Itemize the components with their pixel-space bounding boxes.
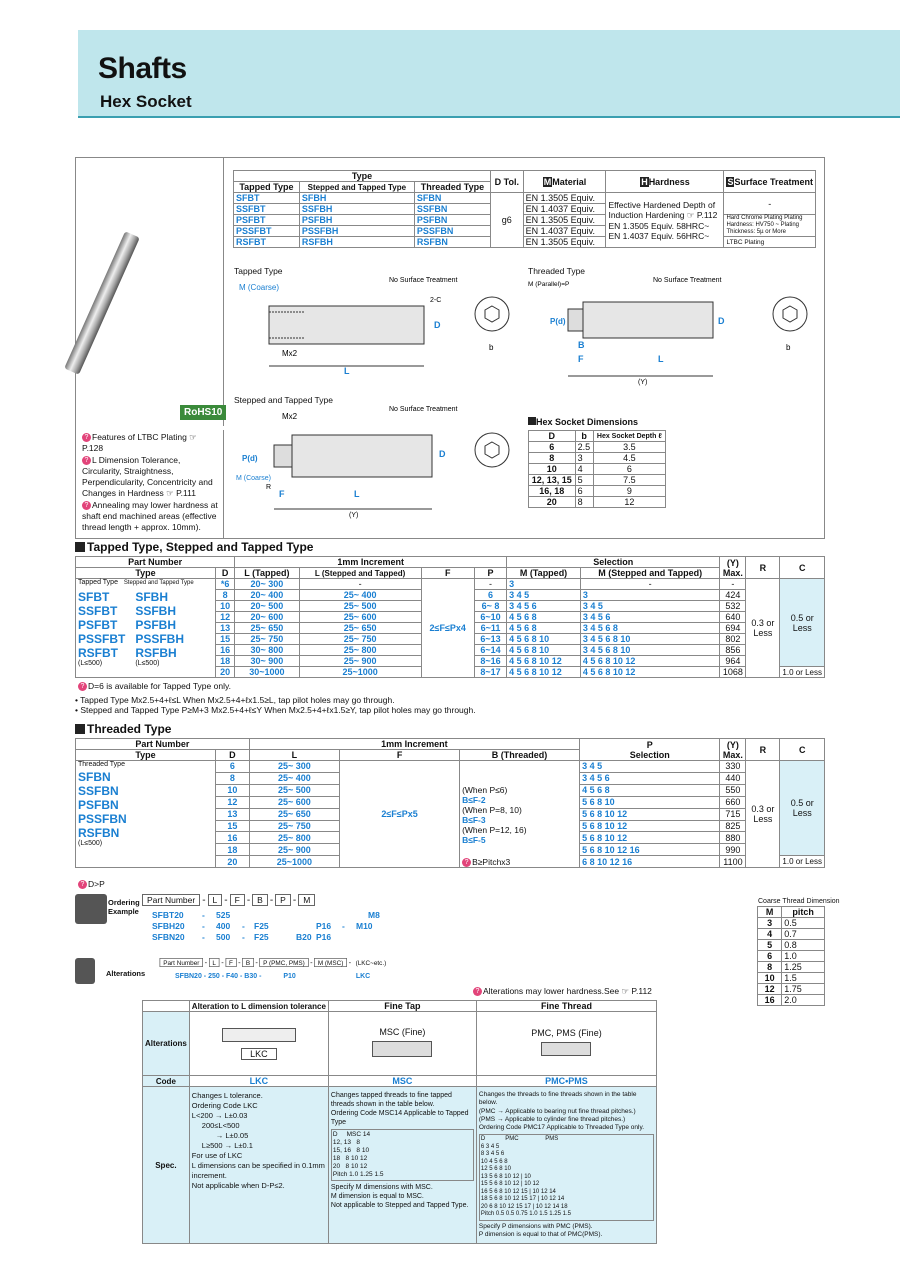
threaded-section-title: Threaded Type: [75, 722, 171, 736]
svg-text:-: -: [202, 910, 205, 920]
coarse-label: M (Coarse): [239, 283, 280, 292]
chamfer-label: 2-C: [430, 297, 442, 304]
feature-note: ? L Dimension Tolerance, Circularity, Straightness, Perpendicularity, Concentricity and Changes in Hardness ☞ P.111: [82, 455, 213, 498]
ordering-label: Ordering Example: [108, 898, 140, 916]
svg-text:P16: P16: [316, 932, 332, 942]
threaded-diagram-label: Threaded Type: [528, 266, 586, 276]
svg-text:500: 500: [216, 932, 231, 942]
alterations-label: Alterations: [106, 969, 146, 978]
coarse-thread-table: M pitch 3 0.5 4 0.7 5 0.8 6 1.0 8 1.25 10 1.5 12 1.75 16 2.0: [757, 906, 825, 1006]
feature-notes: [78, 430, 224, 538]
feature-note: ? Features of LTBC Plating ☞ P.128: [82, 432, 197, 453]
d-label: D: [434, 320, 441, 330]
svg-text:P16: P16: [316, 921, 332, 931]
tapped-diagram-label: Tapped Type: [234, 266, 283, 276]
threaded-type-drawing: [528, 276, 823, 386]
f-label: F: [279, 489, 285, 499]
tapped-note-1: • Tapped Type Mx2.5+4+ℓ≤L When Mx2.5+4+ℓx1.5≥L, tap pilot holes may go through.: [75, 695, 395, 705]
alteration-fields: Part Number - L - F - B - P (PMC, PMS) - M (MSC) - (LKC~etc.): [158, 958, 391, 967]
mx2-label: Mx2: [282, 349, 298, 358]
tapped-type-drawing: [234, 276, 524, 376]
feature-note: ? Annealing may lower hardness at shaft end machined areas (effective thread length + approx. 10mm).: [82, 500, 218, 532]
info-icon: ?: [82, 501, 91, 510]
coarse-label: M (Coarse): [236, 475, 272, 482]
l-label: L: [658, 354, 664, 364]
ordering-fields: Part Number - L - F - B - P - M: [140, 894, 317, 906]
product-image-cell: [76, 158, 224, 426]
tapped-table: Part Number 1mm Increment Selection (Y) Max. R C Type D L (Tapped) L (Stepped and Tapped) F P M (Tapped) M (Stepped and Tapped) Tapped Type Stepped and Tapped Type SFBT SSFBT PSFBT PSSFBT RSFBT (L≤500) SFBH SSFBH PSFBH PSSFBH RSFBH (L≤500) *6 20~ 300 - 2≤F≤Px4 - 3 - - 0.3 or Less 0.5 or Less 8 20~ 400 25~ 400 6 3 4 5 3 424 10 20~ 500 25~ 500 6~ 8 3 4 5 6 3 4 5 532 12 20~ 600 25~ 600 6~10 4 5 6 8 3 4 5 6 640 13 25~ 650 25~ 650 6~11 4 5 6 8 3 4 5 6 8 694 15 25~ 750 25~ 750 6~13 4 5 6 8 10 3 4 5 6 8 10 802 16 30~ 800 25~ 800 6~14 4 5 6 8 10 3 4 5 6 8 10 856 18 30~ 900 25~ 900 8~16 4 5 6 8 10 12 4 5 6 8 10 12 964 20 30~1000 25~1000 8~17 4 5 6 8 10 12 4 5 6 8 10 12 1068 1.0 or Less: [75, 556, 825, 678]
no-surface-label: No Surface Treatment: [389, 406, 458, 413]
svg-text:F25: F25: [254, 932, 269, 942]
tapped-section-title: Tapped Type, Stepped and Tapped Type: [75, 540, 313, 554]
l-label: L: [344, 366, 350, 376]
svg-text:SFBH20: SFBH20: [152, 921, 185, 931]
svg-text:-: -: [202, 932, 205, 942]
mx2-label: Mx2: [282, 412, 298, 421]
msc-table: D MSC 14 12, 13 8 15, 16 8 10 18 8 10 12 20 8 10 12 Pitch 1.0 1.25 1.5: [331, 1129, 474, 1181]
threaded-note: ? D>P: [78, 879, 105, 890]
y-label: (Y): [349, 512, 359, 519]
svg-text:-: -: [242, 921, 245, 931]
svg-text:525: 525: [216, 910, 231, 920]
alteration-table: Alteration to L dimension tolerance Fine Tap Fine Thread Alterations LKC MSC (Fine) PMC, PMS (Fine) Code LKC MSC PMC•PMS Spec. Changes L tolerance. Ordering Code LKC L<200 → L±0.03 200≤L<500 → L±0.05 L≥500 → L±0.1 For use of LKC L dimensions can be specified in 0.1mm increment. Not applicable when D-P≤2. Changes tapped threads to fine tapped threads shown in the table below. Ordering Code MSC14 Applicable to Tapped Type D MSC 14 12, 13 8 15, 16 8 10 18 8 10 12 20 8 10 12 Pitch 1.0 1.25 1.5 Specify M dimensions with MSC. M dimension is equal to MSC. Not applicable to Stepped and Tapped Type. Changes the threads to fine threads shown in the table below. (PMC → Applicable to bearing nut fine thread pitches.) (PMS → Applicable to cylinder fine thread pitches.) Ordering Code PMC17 Applicable to Threaded Type only. D PMC PMS 6 3 4 5 8 3 4 5 6 10 4 5 6 8 12 5 6 8 10 13 5 6 8 10 12 | 10 15 5 6 8 10 12 | 10 12 16 5 6 8 10 12 15 | 10 12 14 18 5 6 8 10 12 15 17 | 10 12 14 20 6 8 10 12 15 17 | 10 12 14 18 Pitch 0.5 0.5 0.75 1.0 1.5 1.25 1.5 Specify P dimensions with PMC (PMS). P dimension is equal to that of PMC(PMS).: [142, 1000, 657, 1244]
page-title: Shafts: [98, 52, 187, 85]
info-icon: ?: [82, 433, 91, 442]
y-label: (Y): [638, 379, 648, 386]
pd-label: P(d): [242, 454, 258, 463]
alteration-hardness-note: ? Alterations may lower hardness.See ☞ P.112: [473, 986, 652, 997]
coarse-thread-title: Coarse Thread Dimension: [758, 898, 840, 905]
svg-text:-: -: [342, 921, 345, 931]
alterations-icon: [75, 958, 95, 984]
shaft-image: [64, 231, 140, 375]
d-label: D: [439, 449, 446, 459]
pmc-table: D PMC PMS 6 3 4 5 8 3 4 5 6 10 4 5 6 8 12 5 6 8 10 13 5 6 8 10 12 | 10 15 5 6 8 10 12 | 10 12 16 5 6 8 10 12 15 | 10 12 14 18 5 6 8 10 12 15 17 | 10 12 14 20 6 8 10 12 15 17 | 10 12 14 18 Pitch 0.5 0.5 0.75 1.0 1.5 1.25 1.5: [479, 1134, 654, 1221]
f-label: F: [578, 354, 584, 364]
pd-label: P(d): [550, 317, 566, 326]
b-dim-label: B: [578, 340, 585, 350]
ordering-examples: [150, 908, 410, 944]
l-label: L: [354, 489, 360, 499]
b-label: b: [786, 343, 791, 352]
stepped-diagram-label: Stepped and Tapped Type: [234, 395, 333, 405]
product-info-box: [75, 157, 825, 539]
svg-text:-: -: [202, 921, 205, 931]
tapped-note-d6: ? D=6 is available for Tapped Type only.: [78, 681, 231, 692]
threaded-table: Part Number 1mm Increment P Selection (Y) Max. R C Type D L F B (Threaded) Threaded Type SFBN SSFBN PSFBN PSSFBN RSFBN (L≤500) 6 25~ 300 2≤F≤Px5 (When P≤6) B≤F-2 (When P=8, 10) B≤F-3 (When P=12, 16) B≤F-5 ? B≥Pitchx3 3 4 5 330 0.3 or Less 0.5 or Less 8 25~ 400 3 4 5 6 440 10 25~ 500 4 5 6 8 550 12 25~ 600 5 6 8 10 660 13 25~ 650 5 6 8 10 12 715 15 25~ 750 5 6 8 10 12 825 16 25~ 800 5 6 8 10 12 880 18 25~ 900 5 6 8 10 12 16 990 20 25~1000 6 8 10 12 16 1100 1.0 or Less: [75, 738, 825, 868]
svg-text:M8: M8: [368, 910, 380, 920]
svg-text:B20: B20: [296, 932, 312, 942]
svg-text:M10: M10: [356, 921, 373, 931]
svg-text:SFBT20: SFBT20: [152, 910, 184, 920]
no-surface-label: No Surface Treatment: [653, 277, 722, 284]
page-header: [78, 30, 900, 118]
type-table: Type D Tol. MMaterial HHardness SSurface Treatment Tapped Type Stepped and Tapped Type Threaded Type SFBT SFBH SFBN g6 EN 1.3505 Equiv. Effective Hardened Depth of Induction Hardening ☞ P.112 EN 1.3505 Equiv. 58HRC~ EN 1.4037 Equiv. 56HRC~ - SSFBT SSFBH SSFBN EN 1.4037 Equiv. PSFBT PSFBH PSFBN EN 1.3505 Equiv. Hard Chrome Plating Plating Hardness: HV750 ~ Plating Thickness: 5µ or More PSSFBT PSSFBH PSSFBN EN 1.4037 Equiv. RSFBT RSFBH RSFBN EN 1.3505 Equiv. LTBC Plating: [233, 170, 816, 248]
d-label: D: [718, 316, 725, 326]
info-icon: ?: [82, 456, 91, 465]
parallel-label: M (Parallel)=P: [528, 281, 570, 288]
svg-text:F25: F25: [254, 921, 269, 931]
b-label: b: [489, 343, 494, 352]
hex-socket-table: D b Hex Socket Depth ℓ 6 2.5 3.5 8 3 4.5 10 4 6 12, 13, 15 5 7.5 16, 18 6 9 20 8 12: [528, 430, 666, 508]
no-surface-label: No Surface Treatment: [389, 277, 458, 284]
rohs-badge: RoHS10: [180, 405, 226, 420]
r-label: R: [266, 484, 272, 491]
tapped-note-2: • Stepped and Tapped Type P≥M+3 Mx2.5+4+ℓ≤Y When Mx2.5+4+ℓx1.5≥Y, tap pilot holes may go through.: [75, 705, 476, 715]
ordering-icon: [75, 894, 107, 924]
stepped-type-drawing: [234, 405, 524, 520]
alteration-example: SFBN20 - 250 - F40 - B30 - P10 LKC: [175, 973, 371, 980]
svg-text:400: 400: [216, 921, 231, 931]
page-subtitle: Hex Socket: [100, 92, 192, 111]
svg-text:-: -: [242, 932, 245, 942]
hex-table-title: Hex Socket Dimensions: [528, 417, 638, 427]
svg-text:SFBN20: SFBN20: [152, 932, 185, 942]
